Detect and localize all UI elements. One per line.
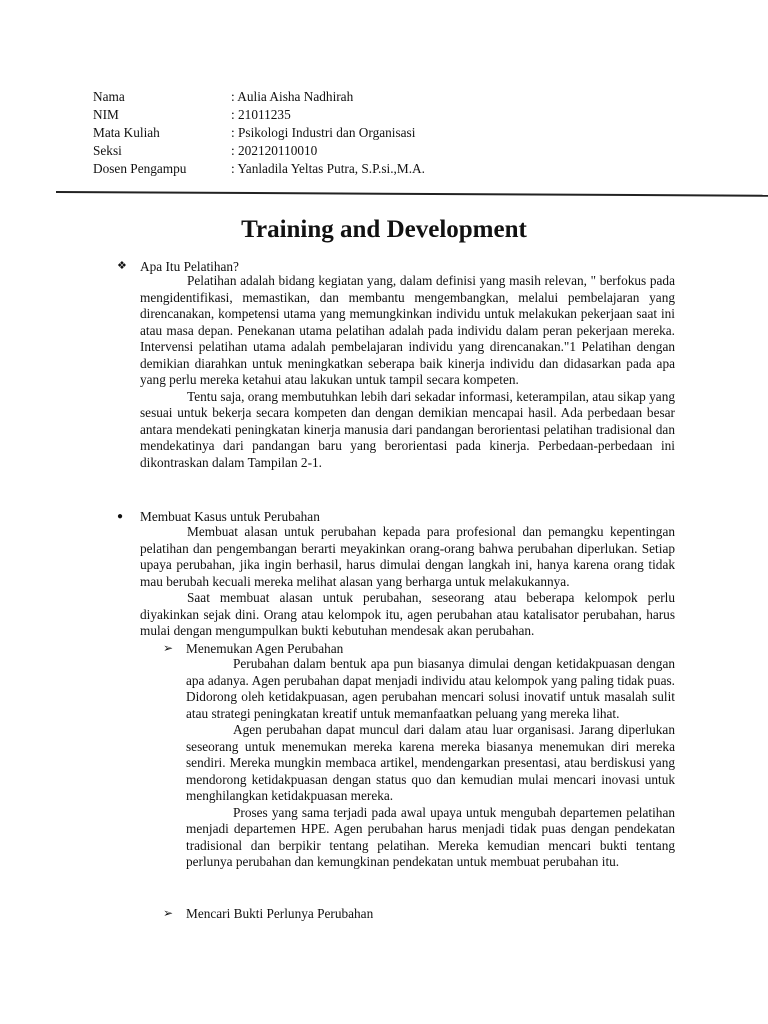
section-heading-mencari-bukti [163, 905, 373, 922]
section-heading-text: Membuat Kasus untuk Perubahan [140, 509, 320, 524]
info-label: Dosen Pengampu [93, 161, 187, 176]
diamond-bullet-icon: ❖ [117, 260, 127, 272]
section-body-membuat-kasus [140, 524, 675, 640]
info-value: : Aulia Aisha Nadhirah [231, 89, 354, 104]
paragraph: Membuat alasan untuk perubahan kepada para profesional dan pemangku kepentingan pelatihan dan pengembangan berarti meyakinkan orang-orang bahwa perubahan diperlukan. Setiap upaya perubahan, jika ingin berhasil, harus dimulai dengan langkah ini, hanya karena orang tidak mau berubah kecuali mereka melihat alasan yang berharga untuk melakukannya. [140, 524, 675, 589]
header-divider [56, 191, 768, 197]
info-value: : 202120110010 [231, 143, 318, 158]
info-label: Mata Kuliah [93, 125, 160, 140]
section-body-menemukan-agen [186, 656, 675, 871]
section-heading-text: Menemukan Agen Perubahan [186, 641, 344, 656]
info-label: Nama [93, 89, 125, 104]
info-value: : Psikologi Industri dan Organisasi [231, 125, 416, 140]
info-row-mata-kuliah [93, 124, 425, 142]
info-value: : 21011235 [231, 107, 291, 122]
paragraph: Tentu saja, orang membutuhkan lebih dari sekadar informasi, keterampilan, atau sikap yang sesuai untuk bekerja secara kompeten dan dengan demikian mencapai hasil. Ada perbedaan besar antara mendekati peningkatan kinerja manusia dari pandangan berorientasi pelatihan tradisional dan mendekatinya dari pandangan baru yang berorientasi pada kinerja. Perbedaan-perbedaan ini dikontraskan dalam Tampilan 2-1. [140, 388, 675, 470]
section-heading-menemukan-agen [163, 640, 343, 657]
info-row-nim [93, 106, 425, 124]
info-value: : Yanladila Yeltas Putra, S.P.si.,M.A. [231, 161, 425, 176]
info-label: Seksi [93, 143, 122, 158]
section-heading-text: Apa Itu Pelatihan? [140, 259, 239, 274]
section-heading-membuat-kasus [117, 508, 320, 525]
info-row-seksi [93, 142, 425, 160]
document-title: Training and Development [241, 216, 527, 243]
info-label: NIM [93, 107, 119, 122]
section-heading-text: Mencari Bukti Perlunya Perubahan [186, 906, 374, 921]
paragraph: Pelatihan adalah bidang kegiatan yang, dalam definisi yang masih relevan, " berfokus pada mengidentifikasi, memastikan, dan membantu mengembangkan, melalui pembelajaran yang direncanakan, kompetensi utama yang memungkinkan individu untuk melakukan pekerjaan saat ini atau masa depan. Penekanan utama pelatihan adalah pada individu dalam peran pekerjaan mereka. Intervensi pelatihan utama adalah pembelajaran individu yang direncanakan."1 Pelatihan dengan demikian diarahkan untuk meningkatkan seberapa baik kinerja individu dan didasarkan pada apa yang perlu mereka ketahui atau lakukan untuk tampil secara kompeten. [140, 273, 675, 387]
arrowhead-bullet-icon: ➢ [163, 641, 174, 655]
info-row-dosen [93, 160, 425, 178]
arrowhead-bullet-icon: ➢ [163, 906, 174, 920]
info-row-nama [93, 88, 425, 106]
student-info [93, 88, 425, 178]
bullet-dot-icon: ● [117, 511, 124, 522]
section-body-apa-itu-pelatihan [140, 273, 675, 471]
paragraph: Saat membuat alasan untuk perubahan, seseorang atau beberapa kelompok perlu diyakinkan sejak dini. Orang atau kelompok itu, agen perubahan atau katalisator perubahan, harus mulai dengan mengumpulkan bukti kebutuhan mendesak akan perubahan. [140, 590, 675, 638]
paragraph: Agen perubahan dapat muncul dari dalam atau luar organisasi. Jarang diperlukan seseorang untuk menemukan mereka karena mereka biasanya menemukan diri mereka sendiri. Mereka mungkin membaca artikel, mendengarkan presentasi, atau berdiskusi yang mendorong ketidakpuasan dengan status quo dan kemudian mulai mencari inovasi untuk menghilangkan ketidakpuasan mereka. [186, 722, 675, 803]
paragraph: Perubahan dalam bentuk apa pun biasanya dimulai dengan ketidakpuasan dengan apa adanya. Agen perubahan dapat menjadi individu atau kelompok yang paling tidak puas. Didorong oleh ketidakpuasan, agen perubahan mencari solusi inovatif untuk masalah sulit atau strategi peningkatan kreatif untuk memanfaatkan peluang yang mereka lihat. [186, 656, 675, 721]
paragraph: Proses yang sama terjadi pada awal upaya untuk mengubah departemen pelatihan menjadi departemen HPE. Agen perubahan harus menjadi tidak puas dengan pendekatan tradisional dan berpikir tentang pelatihan. Mereka kemudian mencari bukti tentang perlunya perubahan dan kemungkinan pendekatan untuk membuat perubahan itu. [186, 804, 675, 869]
